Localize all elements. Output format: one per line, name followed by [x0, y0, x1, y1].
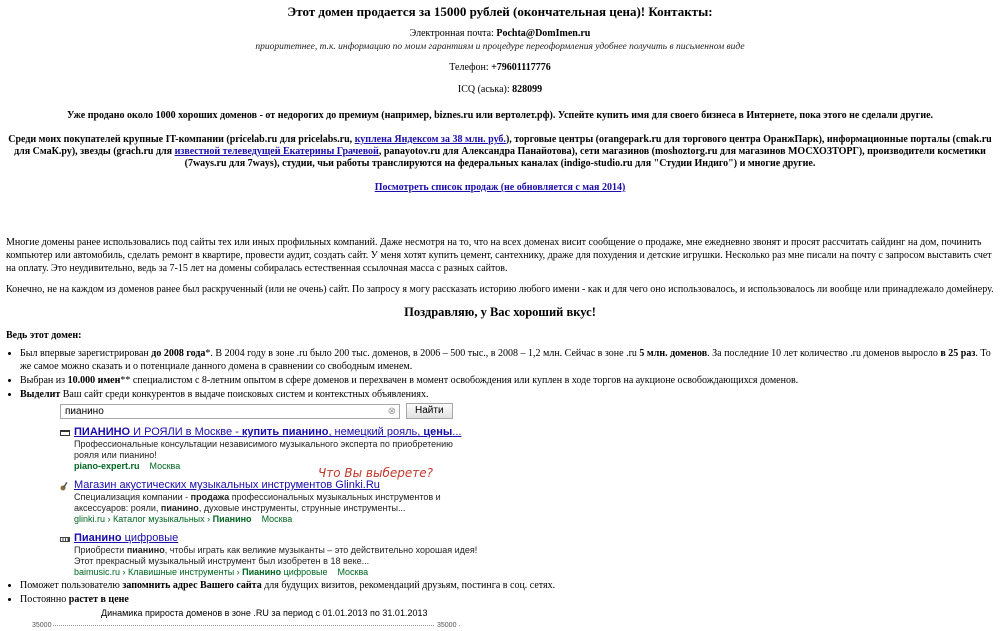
guitar-icon [60, 481, 70, 491]
yandex-purchase-link[interactable]: куплена Яндексом за 38 млн. руб. [354, 134, 506, 145]
page-title: Этот домен продается за 15000 рублей (окончательная цена)! Контакты: [287, 4, 713, 19]
serp-result [60, 532, 480, 578]
serp-result [60, 479, 480, 525]
serp-result-url[interactable]: glinki.ru › Каталог музыкальных › Пианино Москва [74, 514, 293, 524]
serp-search-bar [60, 403, 480, 419]
buyers-text-2: ), торговые центры (orangepark.ru для торгового центра ОранжПарк), информационные порталы (cmak.ru для СмаК.ру), звезды (grach.ru для [14, 134, 992, 157]
feature-growing: • Постоянно растет в цене [20, 593, 994, 606]
axis-label-left: 35000 [32, 622, 52, 629]
history-paragraph: Многие домены ранее использовались под сайты тех или иных профильных компаний. Даже несмотря на то, что на всех доменах висит сообщение о продаже, мне ежедневно звонят и просят рассчитать сайдинг на дом, починить компьютер или автомобиль, сделать ремонт в квартире, провести аудит, создать сайт. У меня хотят купить цемент, сантехнику, драже для похудения и детские игрушки. Несколько раз мне писали на почту с запросом выставить счет на оплату. Это неудивительно, ведь за 7-15 лет на домены собиралась естественная ссылочная масса с разных сайтов. [6, 237, 992, 274]
sold-note: Уже продано около 1000 хороших доменов - от недорогих до премиум (например, biznes.ru или вертолет.рф). Успейте купить имя для своего бизнеса в Интернете, пока этого не сделали другие. [66, 110, 934, 121]
serp-result-desc: Приобрести пианино, чтобы играть как великие музыканты – это действительно хорошая идея! Этот прекрасный музыкальный инструмент был изобретен в 18 веке... [74, 545, 478, 566]
buyers-paragraph [6, 134, 994, 170]
features-list [20, 347, 994, 606]
phone-number: +79601117776 [491, 62, 551, 73]
serp-result-title[interactable]: Пианино цифровые [74, 532, 179, 544]
email-line [6, 28, 994, 40]
story-paragraph: Конечно, не на каждом из доменов ранее был раскрученный (или не очень) сайт. По запросу я могу рассказать историю любого имени - как и для чего оно использовалось, и использовалось ли вообще или принадлежало домейнеру. [6, 284, 994, 295]
features-heading: Ведь этот домен: [6, 330, 82, 341]
buyers-text-3: , panayotov.ru для Александра Панайотова), сети магазинов (moshoztorg.ru для магазинов МОСХОЗТОРГ), производители косметики (7ways.ru для 7ways), студии, чьи работы транслируются на федеральных каналах (indigo-studio.ru для "Студии Индиго") и многие другие. [184, 146, 986, 169]
page [6, 0, 994, 618]
email-label: Электронная почта: [409, 28, 494, 39]
sales-list-link[interactable]: Посмотреть список продаж (не обновляется с мая 2014) [374, 182, 626, 193]
serp-search-button[interactable]: Найти [406, 403, 453, 419]
phone-line [6, 62, 994, 74]
feature-selected: • Выбран из 10.000 имен** специалистом с 8-летним опытом в сфере доменов и перехвачен в момент освобождения или куплен в ходе торгов на аукционе освобождающихся доменов. [20, 374, 994, 387]
clear-icon[interactable]: ⊗ [387, 405, 396, 417]
congrats-heading: Поздравляю, у Вас хороший вкус! [404, 305, 596, 319]
keyboard-icon [60, 534, 70, 544]
phone-label: Телефон: [449, 62, 489, 73]
piano-icon [60, 428, 70, 438]
buyers-text-1: Среди моих покупателей крупные IT-компании (pricelab.ru для pricelabs.ru, [8, 134, 355, 145]
feature-registered: • Был впервые зарегистрирован до 2008 года*. В 2004 году в зоне .ru было 200 тыс. доменов, в 2006 – 500 тыс., в 2008 – 1,2 млн. Сейчас в зоне .ru 5 млн. доменов. За последние 10 лет количество .ru доменов выросло в 25 раз. То же самое можно сказать и о потенциале данного домена в сравнении со свободным именем. [20, 347, 994, 373]
serp-search-input[interactable]: пианино ⊗ [60, 404, 400, 419]
serp-result-desc: Профессиональные консультации независимого музыкального эксперта по приобретению рояля или пианино! [74, 439, 453, 460]
icq-label: ICQ (аська): [457, 84, 510, 95]
serp-result-url[interactable]: baimusic.ru › Клавишные инструменты › Пианино цифровые Москва [74, 567, 369, 577]
chart-axis [30, 622, 460, 629]
handwritten-note: Что Вы выберете? [318, 466, 433, 480]
serp-example [60, 403, 480, 578]
serp-result-title[interactable]: Магазин акустических музыкальных инструментов Glinki.Ru [74, 479, 380, 491]
feature-memorable: • Поможет пользователю запомнить адрес Вашего сайта для будущих визитов, рекомендаций друзьям, постинга в соц. сетях. [20, 579, 994, 592]
icq-line [6, 84, 994, 96]
axis-label-right: 35000 [437, 622, 457, 629]
icq-number: 828099 [512, 84, 543, 95]
chart-caption: Динамика прироста доменов в зоне .RU за период с 01.01.2013 по 31.01.2013 [101, 608, 428, 618]
grach-link[interactable]: известной телеведущей Екатерины Грачевой [174, 146, 379, 157]
serp-result-url[interactable]: piano-expert.ru Москва [74, 461, 181, 471]
serp-result-title[interactable]: ПИАНИНО И РОЯЛИ в Москве - купить пианино, немецкий рояль, цены... [74, 426, 462, 438]
email-note: приоритетнее, т.к. информацию по моим гарантиям и процедуре переоформления удобнее получить в письменном виде [255, 42, 745, 52]
feature-highlight: • Выделит Ваш сайт среди конкурентов в выдаче поисковых систем и контекстных объявлениях. пианино ⊗ Найти ПИАНИНО И РОЯЛИ в Москве - купить пианино, немецкий рояль, цены... Профессиональные консультации независимого музыкального эксперта по приобретению рояля или пианино! piano-expert.ru Москва Магазин акустических музыкальных инструментов Glinki.Ru Специализация компании - продажа профессиональных музыкальных инструментов и аксессуаров: рояли, пианино, духовые инструменты, струнные инструменты... glinki.ru › Каталог музыкальных › Пианино Москва Пианино цифровые Приобрести пианино, чтобы играть как великие музыканты – это действительно хорошая идея! Этот прекрасный музыкальный инструмент был изобретен в 18 веке... baimusic.ru › Клавишные инструменты › Пианино цифровые Москва Что Вы выберете? [20, 388, 994, 578]
serp-result-desc: Специализация компании - продажа профессиональных музыкальных инструментов и аксессуаров: рояли, пианино, духовые инструменты, струнные инструменты... [74, 492, 441, 513]
email-link[interactable]: Pochta@DomImen.ru [496, 28, 591, 39]
